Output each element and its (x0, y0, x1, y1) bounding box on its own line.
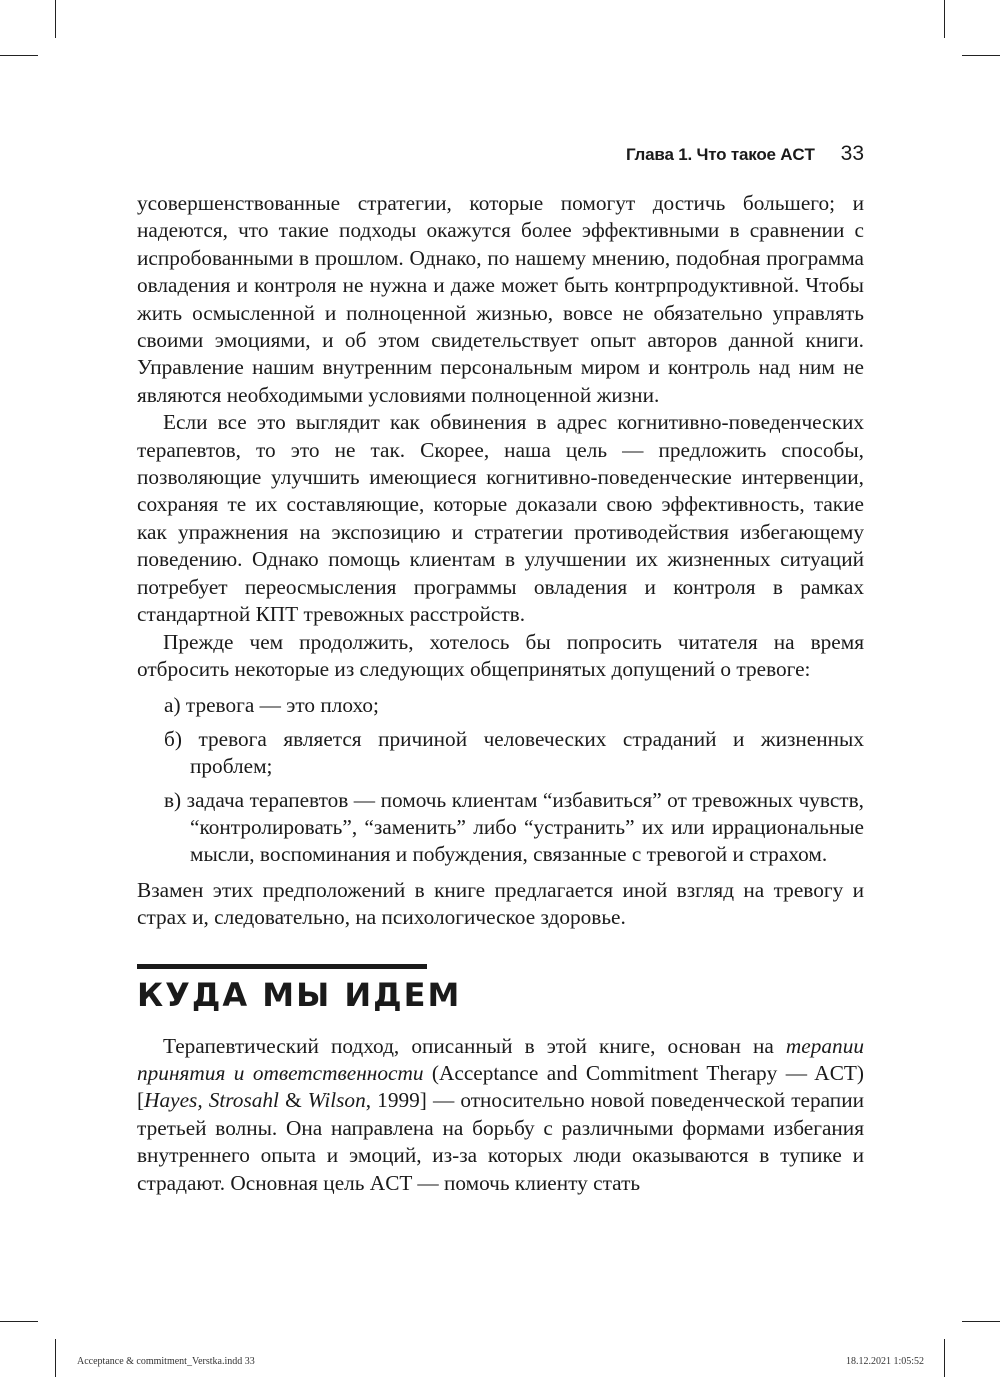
running-head (626, 142, 864, 166)
section-where-we-go (137, 964, 864, 1197)
crop-mark (0, 1321, 38, 1322)
crop-mark (55, 0, 56, 38)
section-heading: КУДА МЫ ИДЕМ (137, 975, 462, 1014)
list-marker: в) (164, 787, 182, 812)
crop-mark (962, 55, 1000, 56)
crop-mark (944, 1339, 945, 1377)
crop-mark (0, 55, 38, 56)
list-item-text: тревога является причиной человеческих страданий и жизненных проблем; (190, 726, 864, 779)
list-marker: б) (164, 726, 182, 751)
list-item-text: тревога — это плохо; (185, 693, 379, 718)
list-item (137, 787, 864, 869)
list-item-text: задача терапевтов — помочь клиентам “избавиться” от тревожных чувств, “контролировать”, “заменить” либо “устранить” их или иррациональные мысли, воспоминания и побуждения, связанные с тревогой и страхом. (186, 787, 864, 867)
list-item (137, 726, 864, 781)
italic-term: терапии принятия и ответственности (137, 1033, 864, 1085)
crop-mark (55, 1339, 56, 1377)
section-rule (137, 964, 427, 969)
slug-timestamp: 18.12.2021 1:05:52 (845, 1356, 924, 1367)
list-item (137, 692, 864, 719)
page-number: 33 (840, 142, 864, 165)
paragraph (137, 1033, 864, 1197)
text-run: & (278, 1088, 308, 1113)
list-marker: а) (164, 693, 181, 718)
slug-filename: Acceptance & commitment_Verstka.indd 33 (77, 1356, 255, 1367)
paragraph: Прежде чем продолжить, хотелось бы попросить читателя на время отбросить некоторые из следующих общепринятых допущений о тревоге: (137, 629, 864, 681)
text-run: , 1999] — относительно новой поведенческой терапии третьей волны. Она направлена на борьбу с различными формами избегания внутреннего опыта и эмоций, из-за которых люди оказываются в тупике и страдают. Основная цель ACT — помочь клиенту стать (137, 1088, 864, 1195)
crop-mark (962, 1321, 1000, 1322)
assumptions-list (137, 692, 864, 868)
chapter-title: Глава 1. Что такое ACT (625, 145, 815, 164)
citation-author: Wilson (307, 1088, 366, 1113)
citation-authors: Hayes, Strosahl (144, 1088, 279, 1113)
body-text (137, 190, 864, 1197)
paragraph: Взамен этих предположений в книге предлагается иной взгляд на тревогу и страх и, следовательно, на психологическое здоровье. (137, 877, 864, 930)
crop-mark (944, 0, 945, 38)
text-run: (Acceptance and Commitment Therapy — ACT) [ (137, 1060, 864, 1113)
paragraph: усовершенствованные стратегии, которые помогут достичь большего; и надеются, что такие подходы окажутся более эффективными в сравнении с испробованными в прошлом. Однако, по нашему мнению, подобная программа овладения и контроля не нужна и даже может быть контрпродуктивной. Чтобы жить осмысленной и полноценной жизнью, вовсе не обязательно управлять своими эмоциями, и об этом свидетельствует опыт авторов данной книги. Управление нашим внутренним персональным миром и контроль над ним не являются необходимыми условиями полноценной жизни. (137, 191, 864, 407)
text-run: Терапевтический подход, описанный в этой книге, основан на (163, 1033, 786, 1058)
paragraph: Если все это выглядит как обвинения в адрес когнитивно-поведенческих терапевтов, то это не так. Скорее, наша цель — предложить способы, позволяющие улучшить имеющиеся когнитивно-поведенческие интервенции, сохраняя те их составляющие, которые доказали свою эффективность, такие как упражнения на экспозицию и стратегии противодействия избегающему поведению. Однако помощь клиентам в улучшении их жизненных ситуаций потребует переосмысления программы овладения и контроля в рамках стандартной КПТ тревожных расстройств. (137, 410, 864, 627)
